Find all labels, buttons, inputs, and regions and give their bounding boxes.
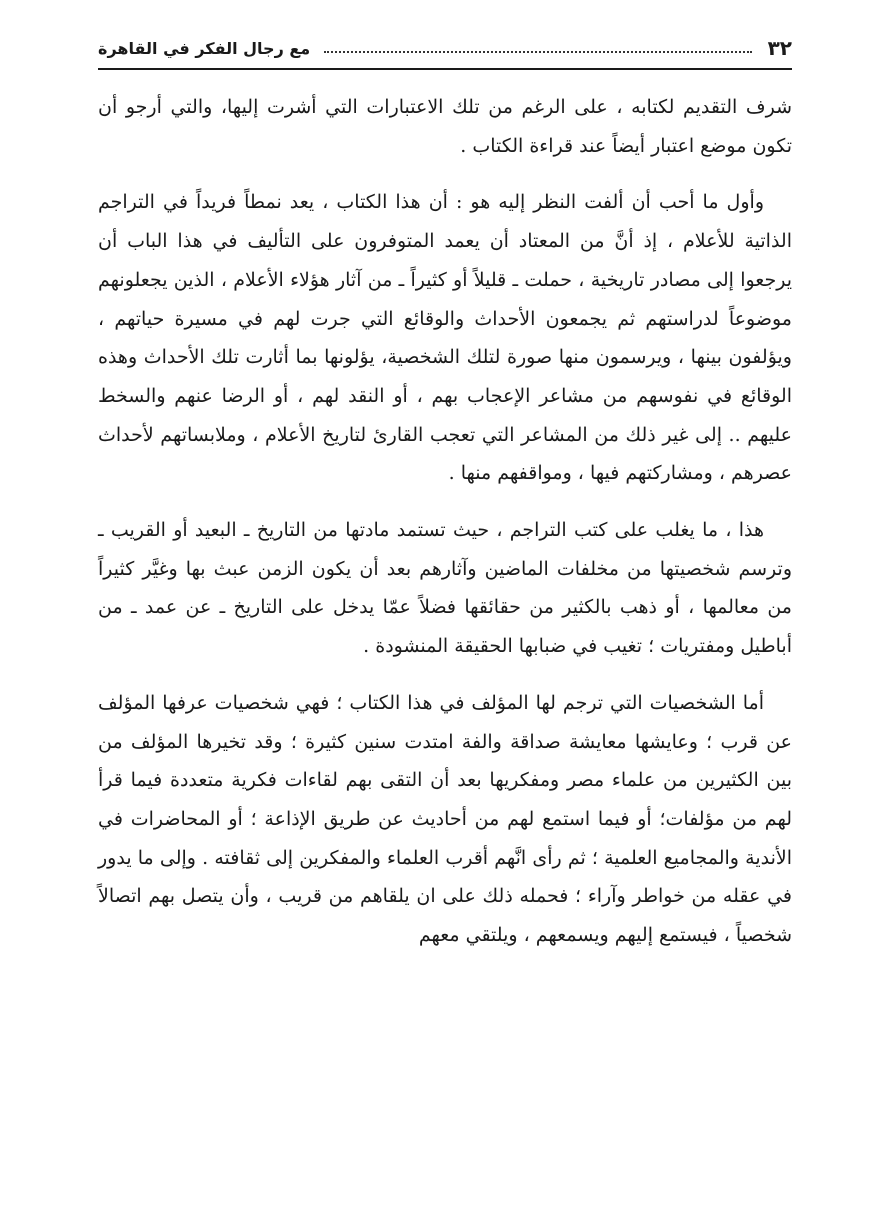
running-header <box>98 30 792 66</box>
book-title: مع رجال الفكر في القاهرة <box>98 38 311 58</box>
paragraph: أما الشخصيات التي ترجم لها المؤلف في هذا الكتاب ؛ فهي شخصيات عرفها المؤلف عن قرب ؛ وعايشها معايشة صداقة والفة امتدت سنين كثيرة ؛ وقد تخيرها المؤلف من بين الكثيرين من علماء مصر ومفكريها بعد أن التقى بهم لقاءات فكرية متعددة فيما قرأ لهم من مؤلفات؛ أو فيما استمع لهم من أحاديث عن طريق الإذاعة ؛ أو المحاضرات في الأندية والمجاميع العلمية ؛ ثم رأى انَّهم أقرب العلماء والمفكرين إلى ثقافته . وإلى ما يدور في عقله من خواطر وآراء ؛ فحمله ذلك على ان يلقاهم من قريب ، وأن يتصل بهم اتصالاً شخصياً ، فيستمع إليهم ويسمعهم ، ويلتقي معهم <box>98 691 792 947</box>
paragraph: شرف التقديم لكتابه ، على الرغم من تلك الاعتبارات التي أشرت إليها، والتي أرجو أن تكون موضع اعتبار أيضاً عند قراءة الكتاب . <box>98 96 792 157</box>
dotted-leader <box>324 51 751 53</box>
header-rule <box>98 68 792 70</box>
body-text <box>98 88 792 973</box>
paragraph: وأول ما أحب أن ألفت النظر إليه هو : أن هذا الكتاب ، يعد نمطاً فريداً في التراجم الذاتية للأعلام ، إذ أنَّ من المعتاد أن يعمد المتوفرون على التأليف في هذا الباب أن يرجعوا إلى مصادر تاريخية ، حملت ـ قليلاً أو كثيراً ـ من آثار هؤلاء الأعلام ، الذين يجعلونهم موضوعاً لدراستهم ثم يجمعون الأحداث والوقائع التي جرت لهم في مسيرة حياتهم ، ويؤلفون بينها ، ويرسمون منها صورة لتلك الشخصية، يؤلونها بما أثارت تلك الأحداث وهذه الوقائع في نفوسهم من مشاعر الإعجاب بهم ، أو النقد لهم ، أو الرضا عنهم والسخط عليهم .. إلى غير ذلك من المشاعر التي تعجب القارئ لتاريخ الأعلام ، وملابساتهم لأحداث عصرهم ، ومشاركتهم فيها ، ومواقفهم منها . <box>98 191 792 485</box>
paragraph: هذا ، ما يغلب على كتب التراجم ، حيث تستمد مادتها من التاريخ ـ البعيد أو القريب ـ وترسم شخصيتها من مخلفات الماضين وآثارهم بعد أن يكون الزمن عبث بها وغيَّر كثيراً من معالمها ، أو ذهب بالكثير من حقائقها فضلاً عمّا يدخل على التاريخ ـ عن عمد ـ من أباطيل ومفتريات ؛ تغيب في ضبابها الحقيقة المنشودة . <box>98 519 792 658</box>
page-number: ٣٢ <box>767 36 792 60</box>
